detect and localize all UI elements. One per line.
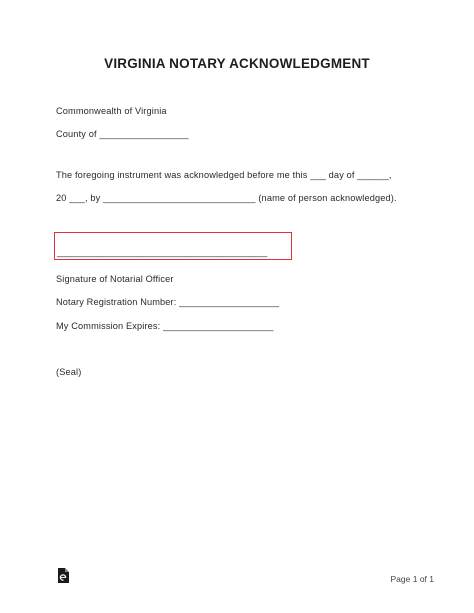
page-number: Page 1 of 1	[390, 574, 434, 584]
signature-field-highlight[interactable]	[54, 232, 292, 260]
commission-expires-field[interactable]: My Commission Expires: _____________________	[56, 321, 274, 331]
commonwealth-text: Commonwealth of Virginia	[56, 106, 167, 116]
seal-label: (Seal)	[56, 367, 82, 377]
acknowledgment-line-1[interactable]: The foregoing instrument was acknowledged before me this ___ day of ______,	[56, 170, 392, 180]
acknowledgment-line-2[interactable]: 20 ___, by _____________________________ (name of person acknowledged).	[56, 193, 397, 203]
document-title: VIRGINIA NOTARY ACKNOWLEDGMENT	[104, 56, 370, 71]
signature-line[interactable]: ________________________________________	[57, 247, 268, 257]
county-field[interactable]: County of _________________	[56, 129, 189, 139]
signature-caption: Signature of Notarial Officer	[56, 274, 174, 284]
eforms-logo-icon	[57, 568, 69, 583]
registration-number-field[interactable]: Notary Registration Number: ___________________	[56, 297, 280, 307]
